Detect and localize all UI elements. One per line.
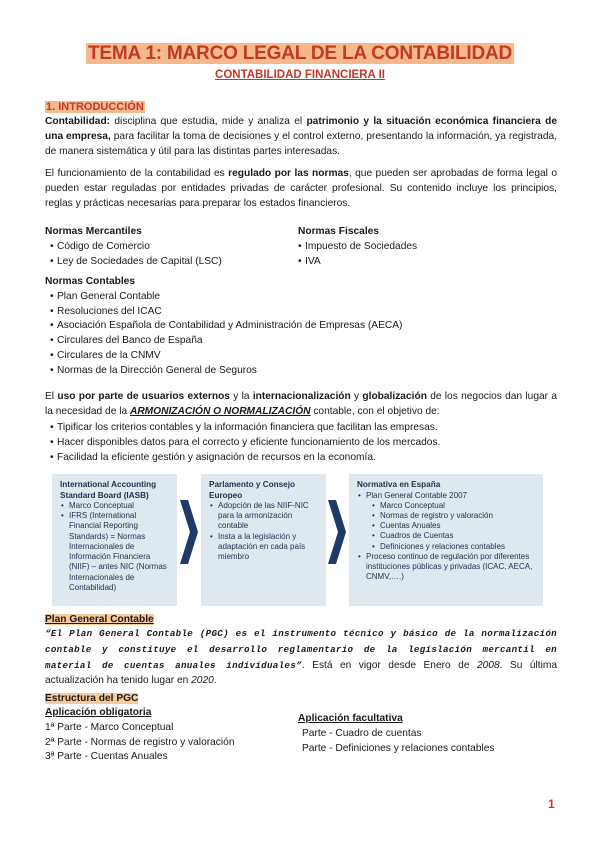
list-item: • Adopción de las NIIF-NIC para la armonización contable [209,501,318,532]
normas-mercantiles [45,225,285,269]
normas-contables [45,275,557,378]
list-item: Parte - Cuadro de cuentas [302,727,422,739]
list-item: • Facilidad la eficiente gestión y asignación de recursos en la economía. [50,451,555,466]
list-item: Parte - Definiciones y relaciones contables [302,742,495,754]
list-item: • IFRS (International Financial Reporting Standards) = Normas Internacionales de Información Financiera (NIIF) – antes NIC (Normas Internacionales de Contabilidad) [60,511,169,593]
list-item: • Resoluciones del ICAC [50,305,557,320]
diagram-box-normativa-espana: Normativa en España • Plan General Contable 2007 • Marco Conceptual • Normas de registro y valoración • Cuentas Anuales • Cuadros de Cuentas • Definiciones y relaciones contables • Proceso continuo de regulación por diferentes instituciones públicas y privadas (ICAC, AECA, CNMV,….) [349,474,543,606]
list-item: • Marco Conceptual [371,501,535,511]
aplicacion-facultativa-title: Aplicación facultativa [298,713,403,724]
normas-mercantiles-title: Normas Mercantiles [45,226,142,237]
aplicacion-obligatoria [45,706,285,765]
list-item: • Circulares de la CNMV [50,349,557,364]
normas-contables-title: Normas Contables [45,276,136,287]
section-heading-introduccion: 1. INTRODUCCIÓN [46,101,144,113]
list-item: • Marco Conceptual [60,501,169,511]
pgc-heading: Plan General Contable [45,614,154,625]
diagram-box-parlamento: Parlamento y Consejo Europeo • Adopción de las NIIF-NIC para la armonización contable • Insta a la legislación y adaptación en cada país miembro [201,474,326,606]
list-item: • Normas de registro y valoración [371,511,535,521]
list-item: 3ª Parte - Cuentas Anuales [45,751,168,763]
list-item: • Insta a la legislación y adaptación en cada país miembro [209,532,318,563]
list-item: • IVA [298,255,498,270]
list-item: • Plan General Contable [50,290,557,305]
list-item: • Asociación Española de Contabilidad y Administración de Empresas (AECA) [50,319,557,334]
list-item: 2ª Parte - Normas de registro y valoración [45,736,235,748]
page-title: TEMA 1: MARCO LEGAL DE LA CONTABILIDAD [87,43,513,64]
diagram-box-iasb: International Accounting Standard Board (IASB) • Marco Conceptual • IFRS (International Financial Reporting Standards) = Normas Internacionales de Información Financiera (NIIF) – antes NIC (Normas Internacionales de Contabilidad) [52,474,177,606]
list-item: • Circulares del Banco de España [50,334,557,349]
armonizacion-paragraph: El uso por parte de usuarios externos y la internacionalización y globalización de los negocios dan lugar a la necesidad de la ARMONIZACIÓN O NORMALIZACIÓN contable, con el objetivo de: [45,391,558,417]
list-item: • Hacer disponibles datos para el correcto y eficiente funcionamiento de los mercados. [50,436,555,451]
aplicacion-obligatoria-title: Aplicación obligatoria [45,707,152,718]
chevron-right-icon [326,500,348,564]
list-item: 1ª Parte - Marco Conceptual [45,721,174,733]
normas-fiscales [298,225,498,269]
list-item: • Proceso continuo de regulación por diferentes instituciones públicas y privadas (ICAC, AECA, CNMV,….) [357,552,535,583]
intro-paragraph-2: El funcionamiento de la contabilidad es regulado por las normas, que pueden ser aprobadas de forma legal o pueden estar reguladas por entidades privadas de carácter profesional. Su contenido incluye los principios, reglas y prácticas necesarias para preparar los estados financieros. [45,168,558,209]
estructura-heading: Estructura del PGC [45,693,139,704]
list-item: • Código de Comercio [50,240,285,255]
list-item: • Definiciones y relaciones contables [371,542,535,552]
aplicacion-facultativa [298,712,548,756]
normas-fiscales-title: Normas Fiscales [298,226,379,237]
page-number: 1 [548,797,555,811]
intro-paragraph-1: Contabilidad: disciplina que estudia, mide y analiza el patrimonio y la situación económica financiera de una empresa, para facilitar la toma de decisiones y el control externo, presentando la información, ya registrada, de manera sistemática y útil para las distintas partes interesadas. [45,116,557,157]
chevron-right-icon [178,500,200,564]
pgc-paragraph: “El Plan General Contable (PGC) es el instrumento técnico y básico de la normalización contable y constituye el desarrollo reglamentario de la legislación mercantil en material de cuentas anuales individuales”. Está en vigor desde Enero de 2008. Su última actualización ha tenido lugar en 2020. [45,628,557,687]
armonizacion-objetivos [50,421,555,465]
list-item: • Impuesto de Sociedades [298,240,498,255]
list-item: • Cuentas Anuales [371,521,535,531]
list-item: • Cuadros de Cuentas [371,531,535,541]
list-item: • Normas de la Dirección General de Seguros [50,364,557,379]
list-item: • Tipificar los criterios contables y la información financiera que facilitan las empresas. [50,421,555,436]
list-item: • Ley de Sociedades de Capital (LSC) [50,255,285,270]
list-item: • Plan General Contable 2007 [357,491,535,501]
page-subtitle: CONTABILIDAD FINANCIERA II [215,69,385,81]
